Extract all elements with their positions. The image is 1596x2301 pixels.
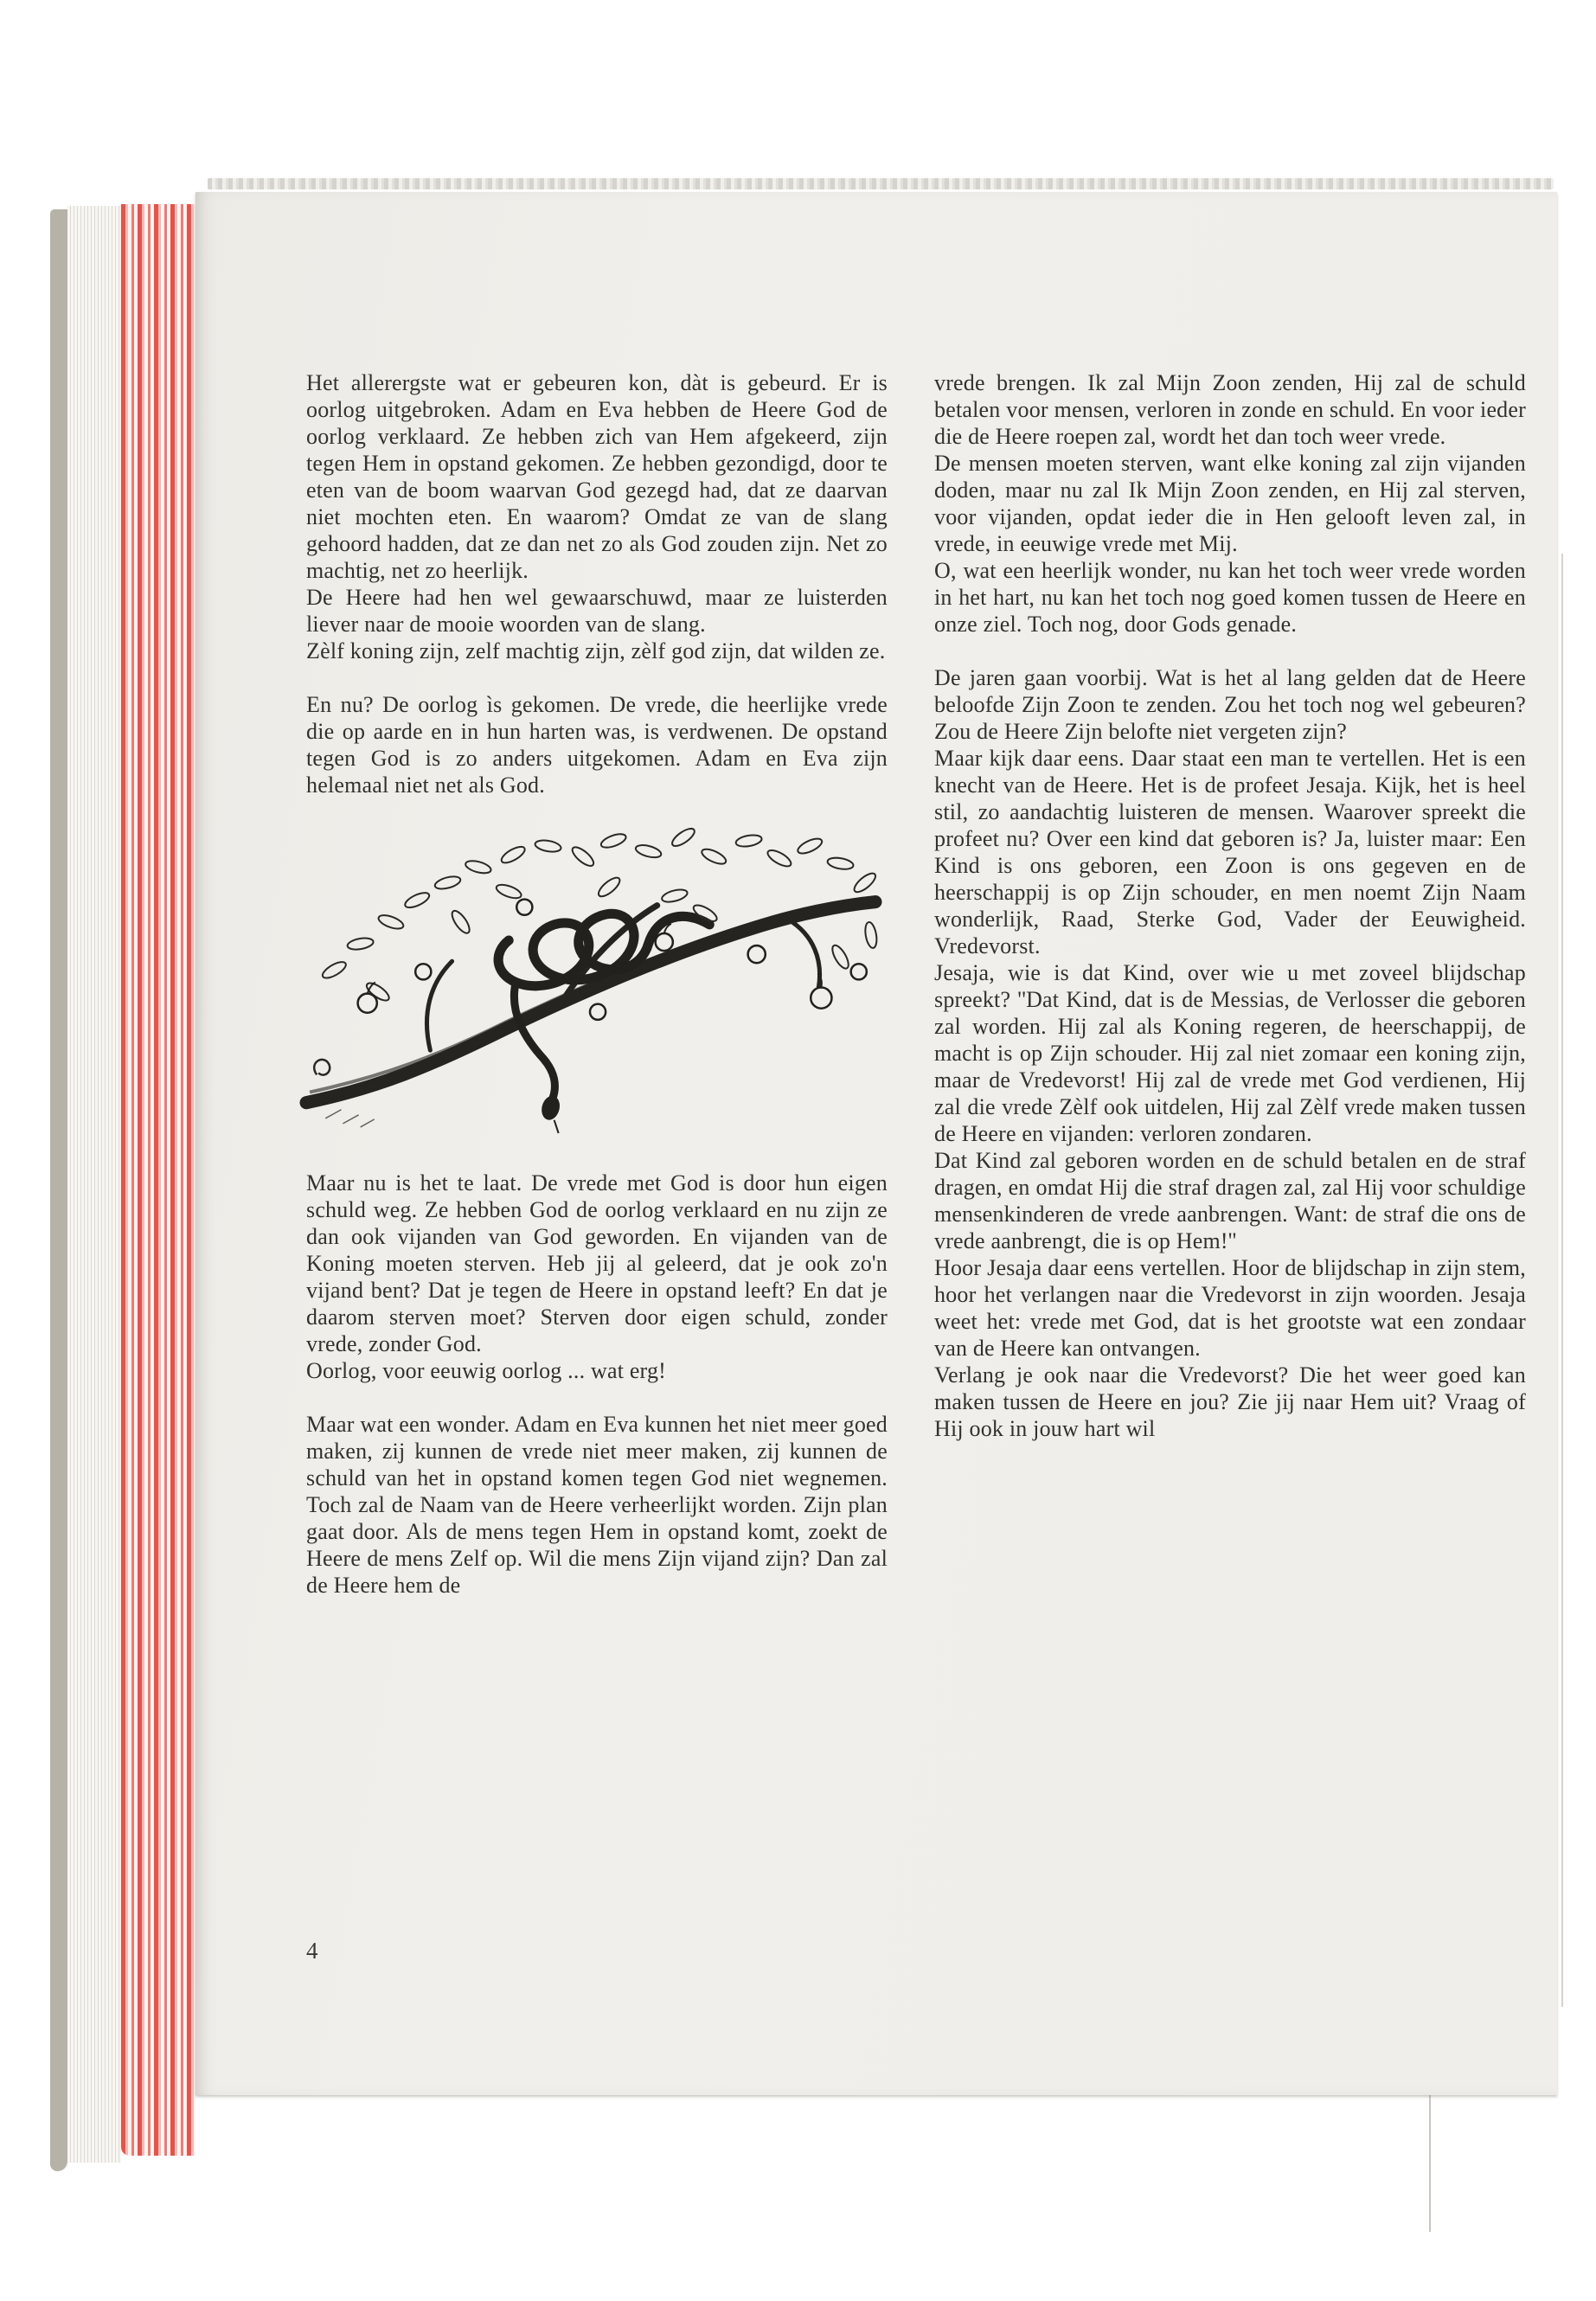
paragraph: En nu? De oorlog ìs gekomen. De vrede, die heerlijke vrede die op aarde en in hun harten was, is verdwenen. De opstand tegen God is zo anders uitgekomen. Adam en Eva zijn helemaal niet net als God. bbox=[306, 692, 888, 798]
red-page-edges bbox=[121, 204, 195, 2156]
loose-page-edge bbox=[1429, 2095, 1431, 2232]
paragraph: Maar wat een wonder. Adam en Eva kunnen het niet meer goed maken, zij kunnen de vrede niet meer maken, zij kunnen de schuld van het in opstand komen tegen God niet wegnemen. Toch zal de Naam van de Heere verheerlijkt worden. Zijn plan gaat door. Als de mens tegen Hem in opstand komt, zoekt de Heere de mens Zelf op. Wil die mens Zijn vijand zijn? Dan zal de Heere hem de bbox=[306, 1412, 888, 1598]
snake-in-apple-tree-illustration bbox=[299, 821, 884, 1154]
book-page bbox=[195, 192, 1557, 2095]
paragraph: Dat Kind zal geboren worden en de schuld betalen en de straf dragen, en omdat Hij die straf dragen zal, zal Hij voor schuldige mensenkinderen de vrede aanbrengen. Want: de straf die ons de vrede aanbrengt, die is op Hem!'' bbox=[934, 1148, 1526, 1253]
paragraph: Jesaja, wie is dat Kind, over wie u met zoveel blijdschap spreekt? ''Dat Kind, dat is de Messias, de Verlosser die geboren zal worden. Hij zal als Koning regeren, de heerschappij, de macht is op Zijn schouder. Hij zal niet zomaar een koning zijn, maar de Vredevorst! Hij zal de vrede met God verdienen, Hij zal die vrede Zèlf ook uitdelen, Hij zal Zèlf vrede maken tussen de Heere en vijanden: verloren zondaren. bbox=[934, 960, 1526, 1146]
page-edge-right bbox=[1561, 554, 1563, 2007]
paragraph: De Heere had hen wel gewaarschuwd, maar ze luisterden liever naar de mooie woorden van de slang. bbox=[306, 585, 888, 637]
paragraph: Maar nu is het te laat. De vrede met God is door hun eigen schuld weg. Ze hebben God de oorlog verklaard en nu zijn ze dan ook vijanden van God geworden. En vijanden van de Koning moeten sterven. Heb jij al geleerd, dat je ook zo'n vijand bent? Dat je tegen de Heere in opstand leeft? En dat je daarom sterven moet? Sterven door eigen schuld, zonder vrede, zonder God. bbox=[306, 1170, 888, 1356]
paragraph: Hoor Jesaja daar eens vertellen. Hoor de blijdschap in zijn stem, hoor het verlangen naar die Vredevorst in zijn woorden. Jesaja weet het: vrede met God, dat is het grootste wat een zondaar van de Heere kan ontvangen. bbox=[934, 1255, 1526, 1361]
book-top-edge bbox=[208, 178, 1554, 189]
paragraph: De jaren gaan voorbij. Wat is het al lang gelden dat de Heere beloofde Zijn Zoon te zenden. Zou het toch nog wel gebeuren? Zou de Heere Zijn belofte niet vergeten zijn? bbox=[934, 665, 1526, 744]
text-area bbox=[306, 369, 1526, 1599]
paragraph: Verlang je ook naar die Vredevorst? Die het weer goed kan maken tussen de Heere en jou? Zie jij naar Hem uit? Vraag of Hij ook in jouw hart wil bbox=[934, 1362, 1526, 1441]
paragraph: O, wat een heerlijk wonder, nu kan het toch weer vrede worden in het hart, nu kan het toch nog goed komen tussen de Heere en onze ziel. Toch nog, door Gods genade. bbox=[934, 558, 1526, 637]
book-page-edges bbox=[67, 206, 121, 2163]
page-number: 4 bbox=[306, 1938, 318, 1964]
paragraph: Maar kijk daar eens. Daar staat een man te vertellen. Het is een knecht van de Heere. Het is de profeet Jesaja. Kijk, het is heel stil, zo aandachtig luisteren de mensen. Waarover spreekt die profeet nu? Over een kind dat geboren is? Ja, luister maar: Een Kind is ons geboren, een Zoon is ons gegeven en de heerschappij is op Zijn schouder, en men noemt Zijn Naam wonderlijk, Raad, Sterke God, Vader der Eeuwigheid. Vredevorst. bbox=[934, 746, 1526, 958]
text-column-right bbox=[934, 369, 1526, 1599]
book-cover-edge bbox=[50, 209, 67, 2171]
paragraph: vrede brengen. Ik zal Mijn Zoon zenden, Hij zal de schuld betalen voor mensen, verloren in zonde en schuld. En voor ieder die de Heere roepen zal, wordt het dan toch weer vrede. bbox=[934, 370, 1526, 449]
paragraph: Oorlog, voor eeuwig oorlog ... wat erg! bbox=[306, 1358, 667, 1383]
paragraph: De mensen moeten sterven, want elke koning zal zijn vijanden doden, maar nu zal Ik Mijn Zoon zenden, en Hij zal sterven, voor vijanden, opdat ieder die in Hen gelooft leven zal, in vrede, in eeuwige vrede met Mij. bbox=[934, 451, 1526, 556]
paragraph: Zèlf koning zijn, zelf machtig zijn, zèlf god zijn, dat wilden ze. bbox=[306, 638, 886, 663]
text-column-left bbox=[306, 369, 888, 1599]
paragraph: Het allerergste wat er gebeuren kon, dàt is gebeurd. Er is oorlog uitgebroken. Adam en Eva hebben de Heere God de oorlog verklaard. Ze hebben zich van Hem afgekeerd, zijn tegen Hem in opstand gekomen. Ze hebben gezondigd, door te eten van de boom waarvan God gezegd had, dat ze daarvan niet mochten eten. En waarom? Omdat ze van de slang gehoord hadden, dat ze dan net zo als God zouden zijn. Net zo machtig, net zo heerlijk. bbox=[306, 370, 888, 583]
